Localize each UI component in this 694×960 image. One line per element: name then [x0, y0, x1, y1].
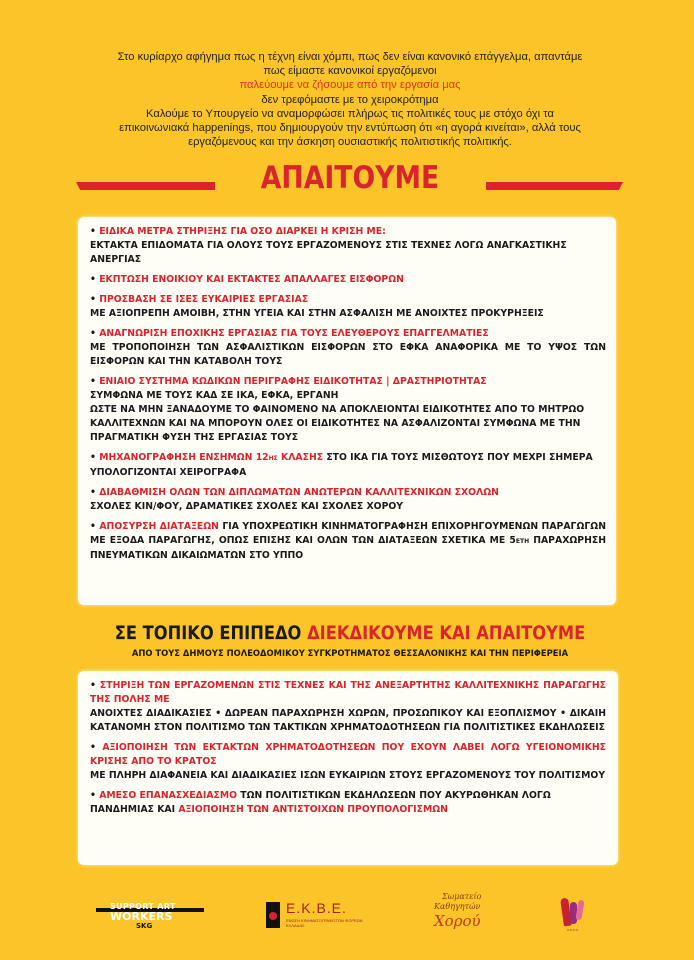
demand-head: ΜΗΧΑΝΟΓΡΑΦΗΣΗ ΕΝΣΗΜΩΝ 12 [99, 452, 269, 463]
local-demand-item [90, 741, 606, 783]
demand-body: ΤΩΝ ΠΟΛΙΤΙΣΤΙΚΩΝ ΕΚΔΗΛΩΣΕΩΝ ΠΟΥ ΑΚΥΡΩΘΗΚΑΝ ΛΟΓΩ ΠΑΝΔΗΜΙΑΣ ΚΑΙ [90, 790, 551, 815]
intro-line: επικοινωνιακά happenings, που δημιουργούν την εντύπωση ότι «η αγορά κινείται», αλλά τους [119, 122, 581, 135]
bullet-icon: • [90, 294, 96, 305]
support-art-workers-logo [96, 902, 204, 930]
banner-rule-right [486, 182, 623, 190]
demand-body: ΓΙΑ ΥΠΟΧΡΕΩΤΙΚΗ ΚΙΝΗΜΑΤΟΓΡΑΦΗΣΗ ΕΠΙΧΟΡΗΓΟΥΜΕΝΩΝ ΠΑΡΑΓΩΓΩΝ ΜΕ ΕΞΟΔΑ ΠΑΡΑΓΩΓΗΣ, ΟΠΩΣ ΕΠΙΣΗΣ ΚΑΙ ΟΛΩΝ ΤΩΝ ΔΙΑΤΑΞΕΩΝ ΣΧΕΤΙΚΑ ΜΕ [90, 521, 606, 546]
local-title [95, 623, 605, 645]
logo-text: Ε.Κ.Β.Ε. [286, 900, 347, 916]
intro-line: πως είμαστε κανονικοί εργαζόμενοι [263, 65, 437, 78]
logos-row [0, 880, 694, 950]
local-demand-item [90, 679, 606, 735]
bullet-icon: • [90, 226, 96, 237]
ekbe-logo [266, 900, 376, 932]
logo-text: Καθηγητών [434, 902, 481, 911]
logo-text: SUPPORT ART [110, 902, 176, 911]
demand-item [90, 451, 606, 480]
dancer-figure-icon [575, 900, 584, 921]
demand-head-sup: ΗΣ [268, 455, 278, 462]
national-demands-box [78, 217, 616, 605]
intro-line: εργαζόμενους και την άσκηση ουσιαστικής πολιτιστικής πολιτικής. [188, 136, 512, 149]
demand-item [90, 486, 606, 514]
demand-head-tail: ΚΛΑΣΗΣ [277, 452, 324, 463]
bullet-icon: • [90, 742, 96, 753]
local-title-black: ΣΕ ΤΟΠΙΚΟ ΕΠΙΠΕΔΟ [114, 623, 308, 644]
intro-line: Καλούμε το Υπουργείο να αναμορφώσει πλήρως τις πολιτικές τους με στόχο όχι τα [146, 107, 554, 120]
demand-tail: ΑΞΙΟΠΟΙΗΣΗ ΤΩΝ ΑΝΤΙΣΤΟΙΧΩΝ ΠΡΟΥΠΟΛΟΓΙΣΜΩΝ [178, 804, 448, 815]
demand-body: ΣΧΟΛΕΣ ΚΙΝ/ΦΟΥ, ΔΡΑΜΑΤΙΚΕΣ ΣΧΟΛΕΣ ΚΑΙ ΣΧΟΛΕΣ ΧΟΡΟΥ [90, 501, 404, 512]
dance-teachers-union-logo [428, 890, 488, 940]
demand-item [90, 225, 606, 267]
logo-text: ΕΝΩΣΗ ΚΙΝΗΜΑΤΟΓΡΑΦΙΣΤΩΝ ΦΟΡΕΩΝ ΕΛΛΑΔΑΣ [286, 918, 363, 928]
demand-head: ΠΡΟΣΒΑΣΗ ΣΕ ΙΣΕΣ ΕΥΚΑΙΡΙΕΣ ΕΡΓΑΣΙΑΣ [99, 294, 309, 305]
bullet-icon: • [90, 487, 96, 498]
demand-body: ΜΕ ΑΞΙΟΠΡΕΠΗ ΑΜΟΙΒΗ, ΣΤΗΝ ΥΓΕΙΑ ΚΑΙ ΣΤΗΝ ΑΣΦΑΛΙΣΗ ΜΕ ΑΝΟΙΧΤΕΣ ΠΡΟΚΥΡΗΞΕΙΣ [90, 308, 544, 319]
logo-text: Χορού [434, 912, 481, 930]
bullet-icon: • [90, 790, 96, 801]
demand-body-num: 5 [509, 535, 516, 546]
bullet-icon: • [90, 376, 96, 387]
bullet-icon: • [90, 521, 96, 532]
demand-head: ΑΝΑΓΝΩΡΙΣΗ ΕΠΟΧΙΚΗΣ ΕΡΓΑΣΙΑΣ ΓΙΑ ΤΟΥΣ ΕΛΕΥΘΕΡΟΥΣ ΕΠΑΓΓΕΛΜΑΤΙΕΣ [99, 328, 489, 339]
demand-head: ΕΚΠΤΩΣΗ ΕΝΟΙΚΙΟΥ ΚΑΙ ΕΚΤΑΚΤΕΣ ΑΠΑΛΛΑΓΕΣ ΕΙΣΦΟΡΩΝ [99, 274, 404, 285]
logo-text: Σωματείο [442, 892, 482, 901]
demand-head: ΣΤΗΡΙΞΗ ΤΩΝ ΕΡΓΑΖΟΜΕΝΩΝ ΣΤΙΣ ΤΕΧΝΕΣ ΚΑΙ ΤΗΣ ΑΝΕΞΑΡΤΗΤΗΣ ΚΑΛΛΙΤΕΧΝΙΚΗΣ ΠΑΡΑΓΩΓΗΣ ΤΗΣ ΠΟΛΗΣ ΜΕ [90, 680, 606, 705]
intro-text [60, 50, 640, 149]
bullet-icon: • [90, 328, 96, 339]
demand-head: ΑΜΕΣΟ ΕΠΑΝΑΣΧΕΔΙΑΣΜΟ [99, 790, 238, 801]
bullet-icon: • [90, 680, 96, 691]
local-title-red: ΔΙΕΚΔΙΚΟΥΜΕ ΚΑΙ ΑΠΑΙΤΟΥΜΕ [307, 623, 586, 644]
tower-icon [266, 902, 280, 928]
intro-highlight: παλεύουμε να ζήσουμε από την εργασία μας [239, 79, 461, 92]
demand-body: ΜΕ ΤΡΟΠΟΠΟΙΗΣΗ ΤΩΝ ΑΣΦΑΛΙΣΤΙΚΩΝ ΕΙΣΦΟΡΩΝ ΣΤΟ ΕΦΚΑ ΑΝΑΦΟΡΙΚΑ ΜΕ ΤΟ ΥΨΟΣ ΤΩΝ ΕΙΣΦΟΡΩΝ ΚΑΙ ΤΗΝ ΚΑΤΑΒΟΛΗ ΤΟΥΣ [90, 342, 606, 367]
demand-item [90, 520, 606, 563]
demand-body: ΣΤΟ ΙΚΑ ΓΙΑ ΤΟΥΣ ΜΙΣΘΩΤΟΥΣ ΠΟΥ ΜΕΧΡΙ ΣΗΜΕΡΑ ΥΠΟΛΟΓΙΖΟΝΤΑΙ ΧΕΙΡΟΓΡΑΦΑ [90, 452, 593, 478]
demand-head: ΑΠΟΣΥΡΣΗ ΔΙΑΤΑΞΕΩΝ [99, 521, 219, 532]
local-demands-box [78, 671, 618, 865]
demand-body: ΕΚΤΑΚΤΑ ΕΠΙΔΟΜΑΤΑ ΓΙΑ ΟΛΟΥΣ ΤΟΥΣ ΕΡΓΑΖΟΜΕΝΟΥΣ ΣΤΙΣ ΤΕΧΝΕΣ ΛΟΓΩ ΑΝΑΓΚΑΣΤΙΚΗΣ ΑΝΕΡΓΙΑΣ [90, 240, 567, 265]
demand-item [90, 293, 606, 321]
intro-line: δεν τρεφόμαστε με το χειροκρότημα [261, 93, 439, 106]
demand-body-detail: ΩΣΤΕ ΝΑ ΜΗΝ ΞΑΝΑΔΟΥΜΕ ΤΟ ΦΑΙΝΟΜΕΝΟ ΝΑ ΑΠΟΚΛΕΙΟΝΤΑΙ ΕΙΔΙΚΟΤΗΤΕΣ ΑΠΟ ΤΟ ΜΗΤΡΩΟ ΚΑΛΛΙΤΕΧΝΩΝ ΚΑΙ ΝΑ ΜΠΟΡΟΥΝ ΟΛΕΣ ΟΙ ΕΙΔΙΚΟΤΗΤΕΣ ΝΑ ΑΣΦΑΛΙΖΟΝΤΑΙ ΣΥΜΦΩΝΑ ΜΕ ΤΗΝ ΠΡΑΓΜΑΤΙΚΗ ΦΥΣΗ ΤΗΣ ΕΡΓΑΣΙΑΣ ΤΟΥΣ [90, 404, 585, 443]
demand-head: ΕΝΙΑΙΟ ΣΥΣΤΗΜΑ ΚΩΔΙΚΩΝ ΠΕΡΙΓΡΑΦΗΣ ΕΙΔΙΚΟΤΗΤΑΣ | ΔΡΑΣΤΗΡΙΟΤΗΤΑΣ [99, 376, 487, 387]
bullet-icon: • [90, 452, 96, 463]
demand-head: ΔΙΑΒΑΘΜΙΣΗ ΟΛΩΝ ΤΩΝ ΔΙΠΛΩΜΑΤΩΝ ΑΝΩΤΕΡΩΝ ΚΑΛΛΙΤΕΧΝΙΚΩΝ ΣΧΟΛΩΝ [99, 487, 499, 498]
demand-head: ΑΞΙΟΠΟΙΗΣΗ ΤΩΝ ΕΚΤΑΚΤΩΝ ΧΡΗΜΑΤΟΔΟΤΗΣΕΩΝ ΠΟΥ ΕΧΟΥΝ ΛΑΒΕΙ ΛΟΓΩ ΥΓΕΙΟΝΟΜΙΚΗΣ ΚΡΙΣΗΣ ΑΠΟ ΤΟ ΚΡΑΤΟΣ [90, 742, 606, 767]
logo-text: SKG [136, 922, 153, 930]
local-subtitle: ΑΠΟ ΤΟΥΣ ΔΗΜΟΥΣ ΠΟΛΕΟΔΟΜΙΚΟΥ ΣΥΓΚΡΟΤΗΜΑΤΟΣ ΘΕΣΣΑΛΟΝΙΚΗΣ ΚΑΙ ΤΗΝ ΠΕΡΙΦΕΡΕΙΑ [131, 648, 569, 658]
demand-body: ΣΥΜΦΩΝΑ ΜΕ ΤΟΥΣ ΚΑΔ ΣΕ ΙΚΑ, ΕΦΚΑ, ΕΡΓΑΝΗ [90, 390, 339, 401]
demand-body: ΜΕ ΠΛΗΡΗ ΔΙΑΦΑΝΕΙΑ ΚΑΙ ΔΙΑΔΙΚΑΣΙΕΣ ΙΣΩΝ ΕΥΚΑΙΡΙΩΝ ΣΤΟΥΣ ΕΡΓΑΖΟΜΕΝΟΥΣ ΤΟΥ ΠΟΛΙΤΙΣΜΟΥ [90, 770, 606, 781]
demand-body-sup: ΕΤΗ [515, 538, 530, 545]
dancers-logo [560, 892, 586, 936]
demand-body: ΑΝΟΙΧΤΕΣ ΔΙΑΔΙΚΑΣΙΕΣ • ΔΩΡΕΑΝ ΠΑΡΑΧΩΡΗΣΗ ΧΩΡΩΝ, ΠΡΟΣΩΠΙΚΟΥ ΚΑΙ ΕΞΟΠΛΙΣΜΟΥ • ΔΙΚΑΙΗ ΚΑΤΑΝΟΜΗ ΣΤΟΝ ΠΟΛΙΤΙΣΜΟ ΤΩΝ ΤΑΚΤΙΚΩΝ ΧΡΗΜΑΤΟΔΟΤΗΣΕΩΝ ΓΙΑ ΠΟΛΙΤΙΣΤΙΚΕΣ ΕΚΔΗΛΩΣΕΙΣ [90, 708, 606, 733]
logo-text: WORKERS [110, 910, 173, 923]
demands-banner [60, 158, 640, 204]
bullet-icon: • [90, 274, 96, 285]
logo-text: Σ.Ε.Κ.Χ. [567, 928, 579, 932]
demand-item [90, 375, 606, 445]
local-demand-item [90, 789, 606, 817]
demand-item [90, 273, 606, 287]
demand-body-tail: ΠΑΡΑΧΩΡΗΣΗ ΠΝΕΥΜΑΤΙΚΩΝ ΔΙΚΑΙΩΜΑΤΩΝ ΣΤΟ ΥΠΠΟ [90, 535, 606, 561]
demand-item [90, 327, 606, 369]
banner-title: ΑΠΑΙΤΟΥΜΕ [260, 160, 440, 196]
demand-head: ΕΙΔΙΚΑ ΜΕΤΡΑ ΣΤΗΡΙΞΗΣ ΓΙΑ ΟΣΟ ΔΙΑΡΚΕΙ Η ΚΡΙΣΗ ΜΕ: [99, 226, 386, 237]
intro-line: Στο κυρίαρχο αφήγημα πως η τέχνη είναι χόμπι, πως δεν είναι κανονικό επάγγελμα, απαντάμε [117, 51, 583, 63]
